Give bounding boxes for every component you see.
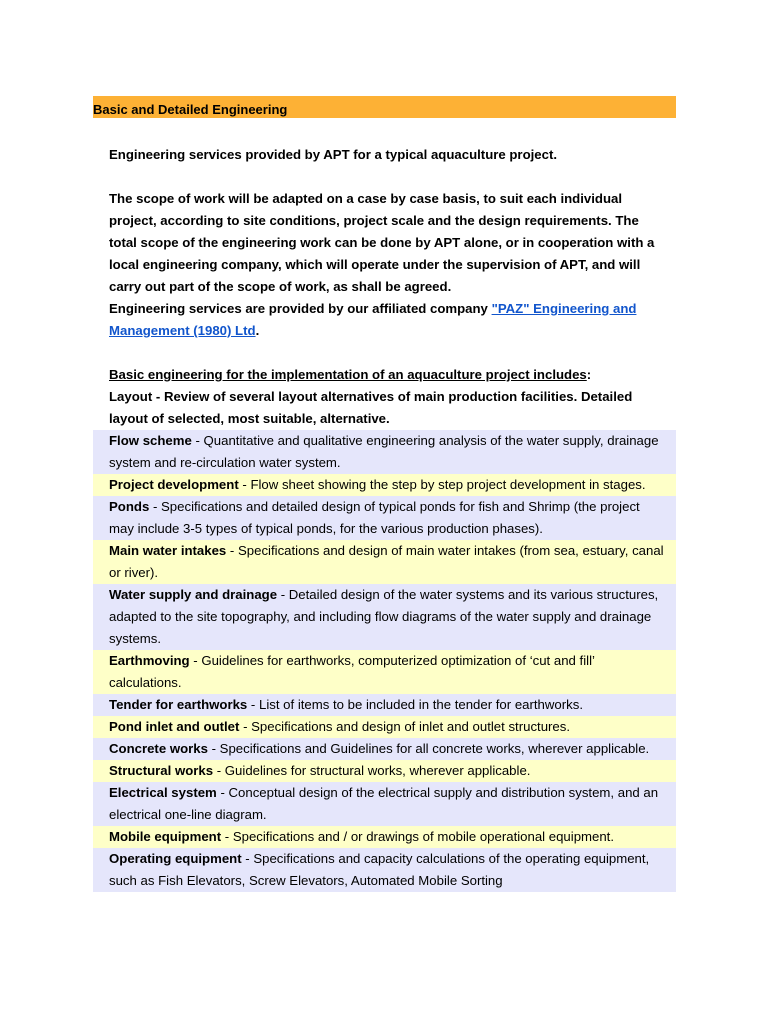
engineering-items-list [93, 430, 676, 892]
item-description: - Specifications and design of main water intakes (from sea, estuary, canal or river). [109, 543, 664, 580]
item-name: Mobile equipment [109, 829, 222, 844]
document-body [93, 144, 676, 892]
item-name: Flow scheme [109, 433, 192, 448]
basic-heading-colon: : [586, 367, 592, 382]
list-item [93, 694, 676, 716]
item-name: Water supply and drainage [109, 587, 278, 602]
item-description: - Flow sheet showing the step by step project development in stages. [238, 477, 646, 492]
list-item [93, 782, 676, 826]
item-description: - Specifications and design of inlet and outlet structures. [239, 719, 571, 734]
list-item [93, 496, 676, 540]
list-item [93, 716, 676, 738]
list-item [93, 826, 676, 848]
list-item [93, 650, 676, 694]
item-description: - Specifications and Guidelines for all concrete works, wherever applicable. [207, 741, 650, 756]
item-name: Pond inlet and outlet [109, 719, 240, 734]
item-description: - Quantitative and qualitative engineering analysis of the water supply, drainage system and re-circulation water system. [109, 433, 659, 470]
item-name: Tender for earthworks [109, 697, 248, 712]
item-description: - Specifications and / or drawings of mobile operational equipment. [221, 829, 615, 844]
item-description: - Guidelines for earthworks, computerized optimization of ‘cut and fill’ calculations. [109, 653, 595, 690]
list-item [93, 540, 676, 584]
layout-paragraph: Layout - Review of several layout alternatives of main production facilities. Detailed layout of selected, most suitable, alternative. [109, 389, 633, 426]
item-name: Main water intakes [109, 543, 227, 558]
item-description: - Detailed design of the water systems and its various structures, adapted to the site topography, and including flow diagrams of the water supply and drainage systems. [109, 587, 659, 646]
list-item [93, 760, 676, 782]
intro-paragraph: Engineering services provided by APT for a typical aquaculture project. [109, 147, 558, 162]
list-item [93, 738, 676, 760]
item-description: - Specifications and capacity calculations of the operating equipment, such as Fish Elevators, Screw Elevators, Automated Mobile Sorting [109, 851, 650, 888]
list-item [93, 474, 676, 496]
item-description: - Specifications and detailed design of typical ponds for fish and Shrimp (the project may include 3-5 types of typical ponds, for the various production phases). [109, 499, 640, 536]
basic-heading-text: Basic engineering for the implementation of an aquaculture project includes [109, 367, 587, 382]
basic-engineering-heading [93, 364, 676, 386]
section-title: Basic and Detailed Engineering [93, 102, 288, 117]
affiliate-prefix: Engineering services are provided by our affiliated company [109, 301, 492, 316]
list-item [93, 430, 676, 474]
item-name: Operating equipment [109, 851, 242, 866]
item-name: Earthmoving [109, 653, 190, 668]
item-description: - List of items to be included in the tender for earthworks. [247, 697, 583, 712]
item-description: - Guidelines for structural works, wherever applicable. [213, 763, 531, 778]
list-item [93, 584, 676, 650]
scope-paragraph: The scope of work will be adapted on a case by case basis, to suit each individual project, according to site conditions, project scale and the design requirements. The total scope of the engineering work can be done by APT alone, or in cooperation with a local engineering company, which will operate under the supervision of APT, and will carry out part of the scope of work, as shall be agreed. [109, 191, 655, 294]
item-name: Concrete works [109, 741, 208, 756]
list-item [93, 848, 676, 892]
item-name: Project development [109, 477, 239, 492]
item-name: Ponds [109, 499, 150, 514]
section-title-bar [93, 96, 676, 118]
item-name: Electrical system [109, 785, 217, 800]
affiliate-paragraph [93, 298, 676, 342]
item-description: - Conceptual design of the electrical supply and distribution system, and an electrical one-line diagram. [109, 785, 659, 822]
affiliate-link[interactable]: "PAZ" Engineering and Management (1980) Ltd [109, 301, 637, 338]
item-name: Structural works [109, 763, 214, 778]
affiliate-suffix: . [255, 323, 260, 338]
